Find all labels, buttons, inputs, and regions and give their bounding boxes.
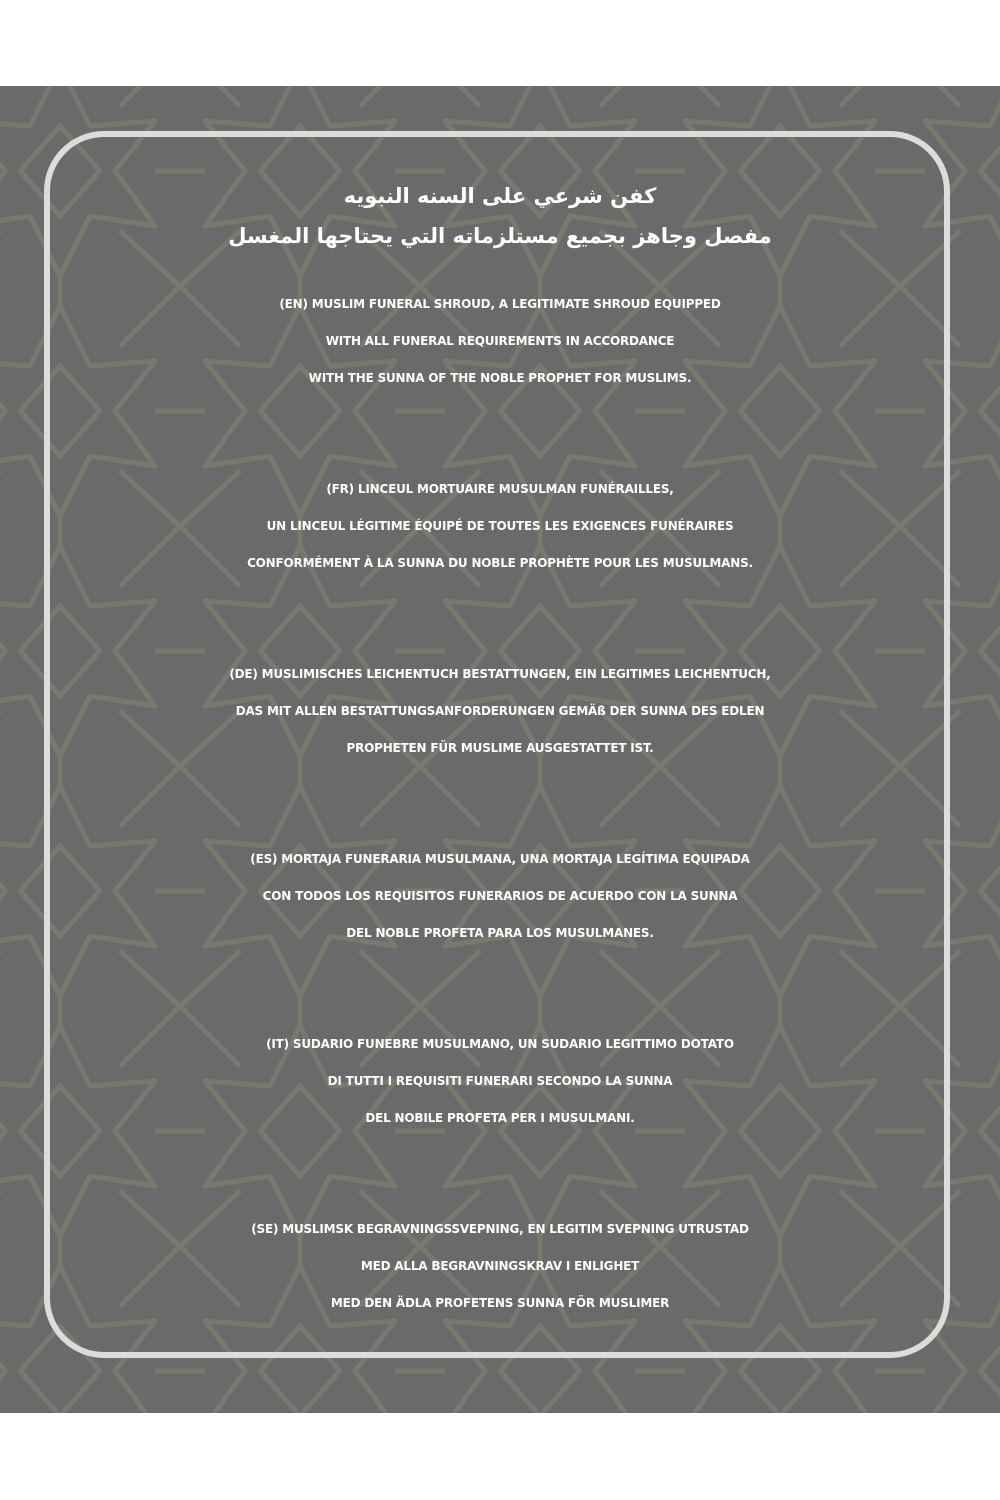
- description-line: WITH THE SUNNA OF THE NOBLE PROPHET FOR MUSLIMS.: [308, 371, 692, 385]
- description-line: (SE) MUSLIMSK BEGRAVNINGSSVEPNING, EN LEGITIM SVEPNING UTRUSTAD: [251, 1222, 749, 1236]
- arabic-title: [100, 176, 900, 256]
- description-line: (IT) SUDARIO FUNEBRE MUSULMANO, UN SUDARIO LEGITTIMO DOTATO: [266, 1037, 734, 1051]
- description-line: (ES) MORTAJA FUNERARIA MUSULMANA, UNA MORTAJA LEGÍTIMA EQUIPADA: [250, 852, 750, 866]
- description-line: (DE) MUSLIMISCHES LEICHENTUCH BESTATTUNGEN, EIN LEGITIMES LEICHENTUCH,: [229, 667, 771, 681]
- description-line: (EN) MUSLIM FUNERAL SHROUD, A LEGITIMATE SHROUD EQUIPPED: [279, 297, 721, 311]
- description-line: UN LINCEUL LÉGITIME ÉQUIPÉ DE TOUTES LES EXIGENCES FUNÉRAIRES: [266, 519, 734, 533]
- english-description: [50, 286, 950, 397]
- description-line: CONFORMÉMENT À LA SUNNA DU NOBLE PROPHÈTE POUR LES MUSULMANS.: [247, 556, 753, 570]
- italian-description: [50, 1026, 950, 1137]
- description-line: PROPHETEN FÜR MUSLIME AUSGESTATTET IST.: [346, 741, 654, 755]
- description-line: (FR) LINCEUL MORTUAIRE MUSULMAN FUNÉRAILLES,: [326, 482, 674, 496]
- spanish-description: [50, 841, 950, 952]
- description-line: CON TODOS LOS REQUISITOS FUNERARIOS DE ACUERDO CON LA SUNNA: [262, 889, 738, 903]
- arabic-title-line-2: مفصل وجاهز بجميع مستلزماته التي يحتاجها المغسل: [228, 224, 772, 248]
- french-description: [50, 471, 950, 582]
- description-line: MED DEN ÄDLA PROFETENS SUNNA FÖR MUSLIMER: [330, 1296, 670, 1310]
- description-line: DI TUTTI I REQUISITI FUNERARI SECONDO LA SUNNA: [327, 1074, 673, 1088]
- german-description: [50, 656, 950, 767]
- description-line: DEL NOBLE PROFETA PARA LOS MUSULMANES.: [346, 926, 654, 940]
- product-banner: [0, 86, 1000, 1413]
- description-line: DEL NOBILE PROFETA PER I MUSULMANI.: [365, 1111, 635, 1125]
- description-text: [0, 86, 1000, 1413]
- arabic-title-line-1: كفن شرعي على السنه النبويه: [343, 184, 657, 208]
- swedish-description: [50, 1211, 950, 1322]
- description-line: WITH ALL FUNERAL REQUIREMENTS IN ACCORDANCE: [325, 334, 675, 348]
- description-line: MED ALLA BEGRAVNINGSKRAV I ENLIGHET: [360, 1259, 640, 1273]
- description-line: DAS MIT ALLEN BESTATTUNGSANFORDERUNGEN GEMÄß DER SUNNA DES EDLEN: [235, 704, 765, 718]
